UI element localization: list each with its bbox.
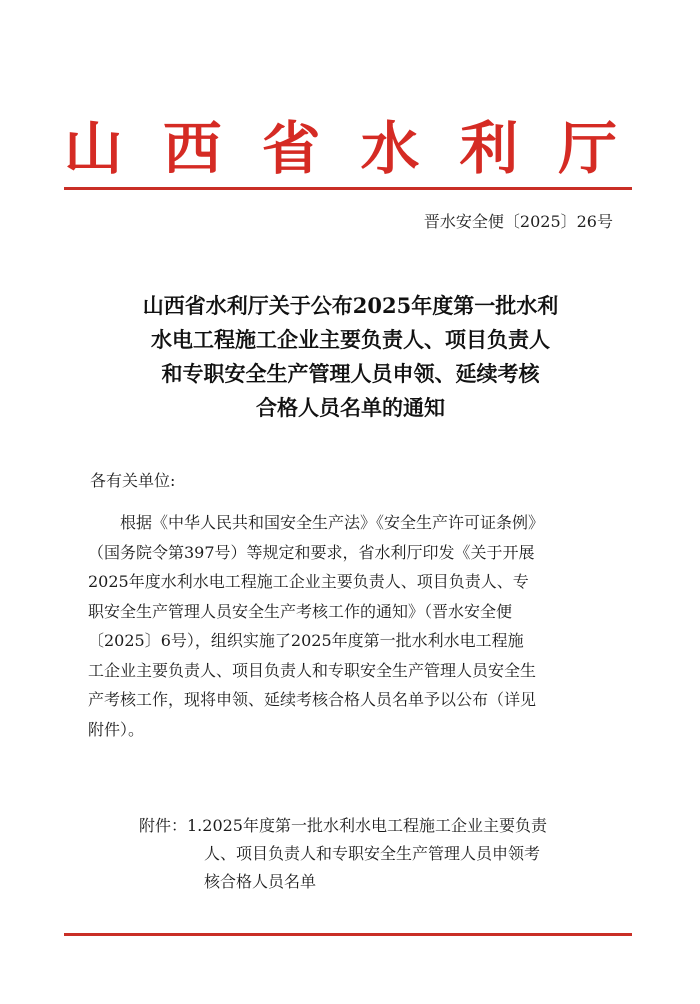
notice-paragraph: [88, 508, 618, 744]
paragraph-line: 职安全生产管理人员安全生产考核工作的通知》（晋水安全便: [88, 601, 513, 621]
paragraph-line: （国务院令第397号）等规定和要求，省水利厅印发《关于开展: [88, 542, 535, 562]
attachment-line: 核合格人员名单: [204, 872, 317, 891]
attachment-line: 附件：1.2025年度第一批水利水电工程施工企业主要负责: [139, 816, 547, 835]
notice-title-line: 合格人员名单的通知: [256, 395, 445, 420]
paragraph-line: 2025年度水利水电工程施工企业主要负责人、项目负责人、专: [88, 572, 529, 591]
attachment-line: 人、项目负责人和专职安全生产管理人员申领考: [204, 844, 541, 863]
bottom-red-divider: [64, 933, 632, 936]
notice-title-line: 和专职安全生产管理人员申领、延续考核: [161, 361, 540, 386]
paragraph-line: 根据《中华人民共和国安全生产法》《安全生产许可证条例》: [88, 513, 545, 532]
attachment-list: [139, 812, 619, 896]
agency-title: 山西省水利厅: [64, 115, 658, 182]
top-red-divider: [64, 187, 632, 190]
paragraph-line: 产考核工作，现将申领、延续考核合格人员名单予以公布（详见: [88, 690, 537, 709]
notice-title: [78, 289, 623, 425]
notice-title-line: 水电工程施工企业主要负责人、项目负责人: [151, 327, 550, 352]
paragraph-line: 附件）。: [88, 719, 145, 739]
document-number: 晋水安全便〔2025〕26号: [423, 212, 613, 231]
notice-title-line: 山西省水利厅关于公布2025年度第一批水利: [142, 293, 559, 318]
paragraph-line: 〔2025〕6号），组织实施了2025年度第一批水利水电工程施: [88, 631, 524, 650]
addressee: 各有关单位:: [90, 471, 176, 490]
paragraph-line: 工企业主要负责人、项目负责人和专职安全生产管理人员安全生: [88, 660, 537, 680]
